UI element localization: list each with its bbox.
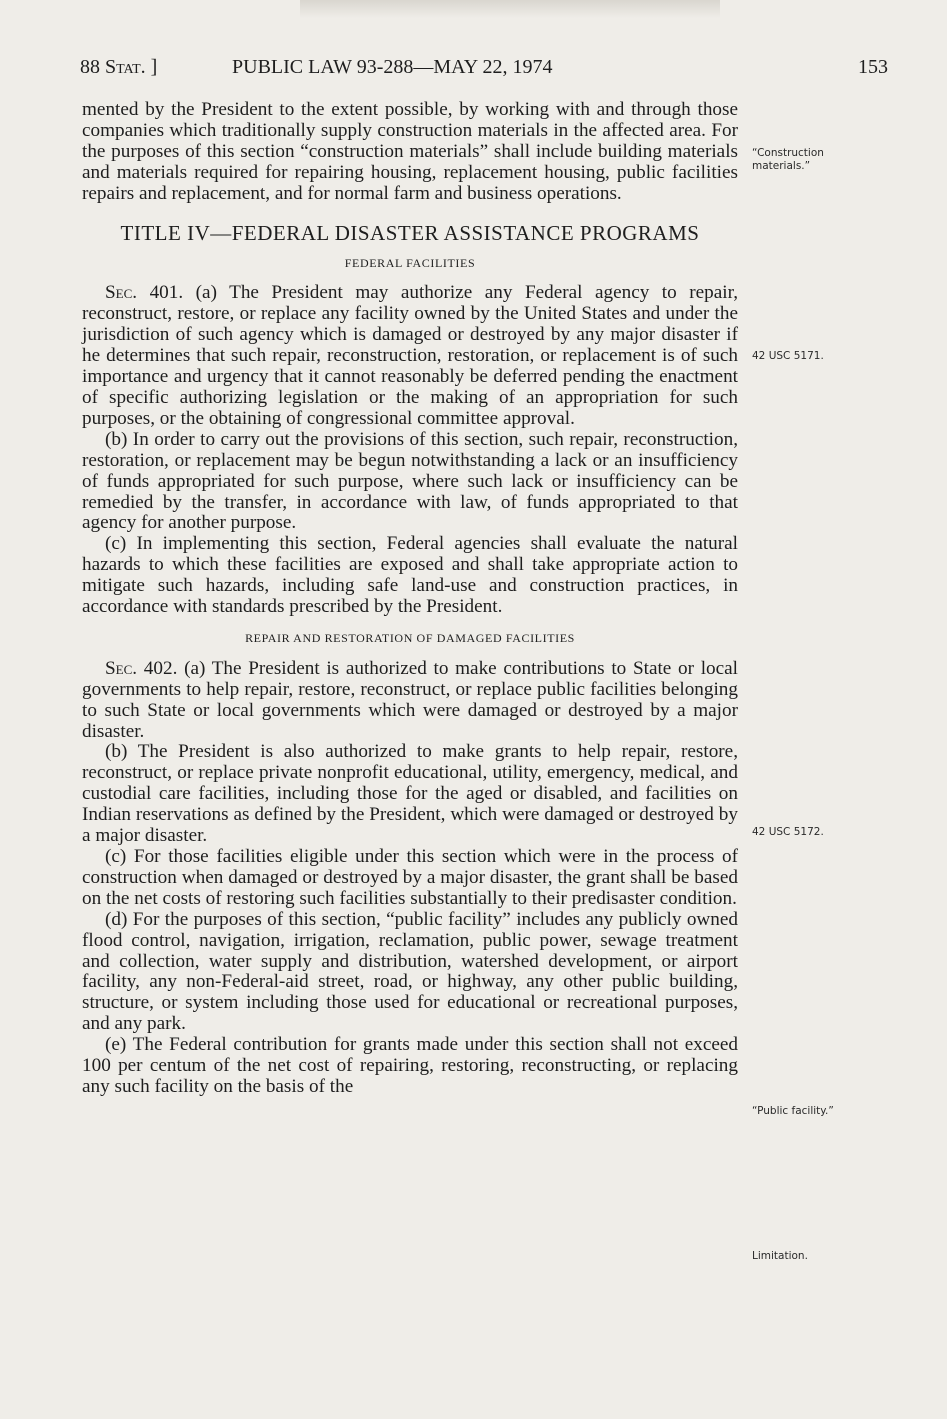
sec-401-c: (c) In implementing this section, Federal agencies shall evaluate the natural hazards to which these facilities are exposed and shall take appropriate action to mitigate such hazards, including safe land-use and construction practices, in accordance with standards prescribed by the President. (82, 533, 738, 618)
sec-402-d: (d) For the purposes of this section, “public facility” includes any publicly owned flood control, navigation, irrigation, reclamation, public power, sewage treatment and collection, water supply and distribution, watershed development, or airport facility, any non-Federal-aid street, road, or highway, any other public building, structure, or system including those used for educational or recreational purposes, and any park. (82, 908, 738, 1035)
sec-402-a (82, 659, 738, 743)
margin-note-limitation: Limitation. (752, 1250, 808, 1262)
body-text (82, 100, 738, 1098)
section-heading-federal-facilities: FEDERAL FACILITIES (344, 255, 476, 270)
section-heading-repair: REPAIR AND RESTORATION OF DAMAGED FACILITIES (245, 630, 575, 645)
margin-note-construction-materials: “Construction materials.” (752, 147, 824, 172)
law-title: PUBLIC LAW 93-288—MAY 22, 1974 (232, 56, 553, 78)
sec-402-a-text: 402. (a) The President is authorized to make contributions to State or local governments to help repair, restore, reconstruct, or replace public facilities belonging to such State or local governments which were damaged or destroyed by a major disaster. (82, 657, 738, 742)
intro-paragraph: mented by the President to the extent possible, by working with and through those companies which traditionally supply construction materials in the affected area. For the purposes of this section “construction materials” shall include building materials and materials required for repairing housing, replacement housing, public facilities repairs and replacement, and for normal farm and business operations. (82, 99, 738, 204)
title-heading: TITLE IV—FEDERAL DISASTER ASSISTANCE PROGRAMS (120, 220, 700, 245)
sec-label: Sec. (105, 282, 138, 304)
sec-402-c: (c) For those facilities eligible under this section which were in the process of construction when damaged or destroyed by a major disaster, the grant shall be based on the net costs of restoring such facilities substantially to their predisaster condition. (82, 846, 738, 909)
statute-citation: 88 Stat. ] (80, 56, 158, 78)
sec-401-a (82, 283, 738, 429)
sec-402-e: (e) The Federal contribution for grants made under this section shall not exceed 100 per centum of the net cost of repairing, restoring, reconstructing, or replacing any such facility on the basis of the (82, 1034, 738, 1097)
sec-401-b: (b) In order to carry out the provisions of this section, such repair, reconstruction, restoration, or replacement may be begun notwithstanding a lack or an insufficiency of funds appropriated for such purpose, where such lack or insufficiency can be remedied by the transfer, in accordance with law, of funds appropriated to that agency for another purpose. (82, 428, 738, 534)
margin-note-42-usc-5172: 42 USC 5172. (752, 826, 824, 838)
margin-note-42-usc-5171: 42 USC 5171. (752, 350, 824, 362)
sec-401-a-text: 401. (a) The President may authorize any Federal agency to repair, reconstruct, restore, or replace any facility owned by the United States and under the jurisdiction of such agency which is damaged or destroyed by any major disaster if he determines that such repair, reconstruction, restoration, or replacement is of such importance and urgency that it cannot reasonably be deferred pending the enactment of specific authorizing legislation or the making of an appropriation for such purposes, or the obtaining of congressional committee approval. (82, 282, 738, 429)
running-head (80, 56, 888, 84)
page-number: 153 (858, 56, 888, 78)
margin-note-public-facility: “Public facility.” (752, 1105, 834, 1117)
sec-402-b: (b) The President is also authorized to make grants to help repair, restore, reconstruct, or replace private nonprofit educational, utility, emergency, medical, and custodial care facilities, including those for the aged or disabled, and facilities on Indian reservations as defined by the President, which were damaged or destroyed by a major disaster. (82, 741, 738, 847)
sec-label: Sec. (105, 657, 138, 679)
bleed-through-shadow (300, 0, 720, 18)
